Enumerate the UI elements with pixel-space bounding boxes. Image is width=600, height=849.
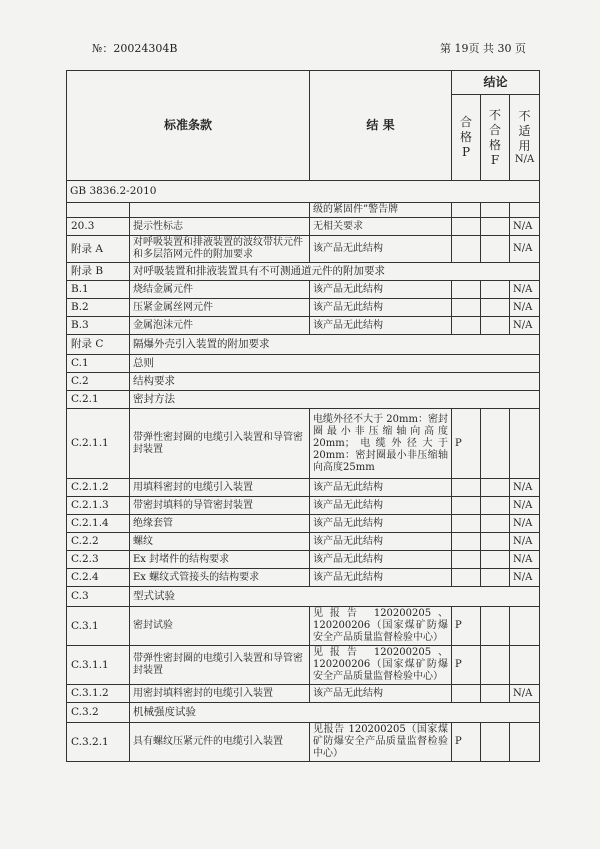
result-text: 该产品无此结构 [310, 685, 452, 703]
table-row [67, 263, 540, 281]
clause-title: 金属泡沫元件 [130, 317, 310, 335]
clause-number: C.3.1.1 [67, 646, 130, 685]
pass-mark [452, 551, 481, 569]
table-row [67, 551, 540, 569]
na-mark: N/A [510, 299, 540, 317]
na-mark: N/A [510, 685, 540, 703]
document-number: №：20024304B [92, 42, 178, 55]
table-row [67, 281, 540, 299]
clause-number: 附录 C [67, 335, 130, 355]
clause-title: 带弹性密封圈的电缆引入装置和导管密封装置 [130, 646, 310, 685]
clause-title: 结构要求 [130, 373, 540, 391]
table-row [67, 533, 540, 551]
pass-column-header: 合 格 P [452, 95, 481, 181]
table-row [67, 203, 540, 218]
clause-title: 绝缘套管 [130, 515, 310, 533]
pass-mark [452, 236, 481, 263]
result-header: 结 果 [310, 71, 452, 181]
na-mark [510, 203, 540, 218]
clause-title: 型式试验 [130, 587, 540, 607]
fail-mark [481, 533, 510, 551]
result-text: 该产品无此结构 [310, 551, 452, 569]
table-row [67, 587, 540, 607]
clause-title: 用填料密封的电缆引入装置 [130, 479, 310, 497]
table-row [67, 685, 540, 703]
pass-mark: P [452, 409, 481, 479]
table-row [67, 497, 540, 515]
result-text: 该产品无此结构 [310, 299, 452, 317]
clause-title: 带密封填料的导管密封装置 [130, 497, 310, 515]
table-row [67, 218, 540, 236]
pass-mark [452, 479, 481, 497]
inspection-table [66, 70, 540, 762]
clause-rows [67, 203, 540, 762]
result-text: 见报告 120200205、120200206（国家煤矿防爆安全产品质量监督检验中心） [310, 607, 452, 646]
clause-title: 密封方法 [130, 391, 540, 409]
result-text: 该产品无此结构 [310, 569, 452, 587]
clause-number: C.3 [67, 587, 130, 607]
fail-mark [481, 299, 510, 317]
fail-mark [481, 607, 510, 646]
clause-title: 隔爆外壳引入装置的附加要求 [130, 335, 540, 355]
na-mark: N/A [510, 533, 540, 551]
na-mark [510, 723, 540, 762]
clause-number: B.2 [67, 299, 130, 317]
clause-number: B.1 [67, 281, 130, 299]
clause-title: Ex 螺纹式管接头的结构要求 [130, 569, 310, 587]
result-text: 电缆外径不大于 20mm：密封圈最小非压缩轴向高度20mm；电缆外径大于 20mm：密封圈最小非压缩轴向高度25mm [310, 409, 452, 479]
fail-mark [481, 515, 510, 533]
fail-mark [481, 409, 510, 479]
pass-mark [452, 281, 481, 299]
clause-number: C.3.2.1 [67, 723, 130, 762]
clause-number: C.2.2 [67, 533, 130, 551]
result-text: 该产品无此结构 [310, 533, 452, 551]
table-row [67, 515, 540, 533]
table-row [67, 569, 540, 587]
fail-mark [481, 497, 510, 515]
clause-number: C.2.1.3 [67, 497, 130, 515]
clause-title: 带弹性密封圈的电缆引入装置和导管密封装置 [130, 409, 310, 479]
result-text: 该产品无此结构 [310, 497, 452, 515]
result-text: 级的紧固件”警告牌 [310, 203, 452, 218]
na-mark: N/A [510, 515, 540, 533]
clause-number: C.2.1.2 [67, 479, 130, 497]
clause-header: 标准条款 [67, 71, 310, 181]
clause-title: 机械强度试验 [130, 703, 540, 723]
clause-title: 烧结金属元件 [130, 281, 310, 299]
table-row [67, 335, 540, 355]
na-mark [510, 409, 540, 479]
pass-mark [452, 515, 481, 533]
fail-mark [481, 203, 510, 218]
result-text: 见报告 120200205（国家煤矿防爆安全产品质量监督检验中心） [310, 723, 452, 762]
na-mark: N/A [510, 317, 540, 335]
fail-mark [481, 236, 510, 263]
pass-mark [452, 317, 481, 335]
na-column-header: 不 适 用 N/A [510, 95, 540, 181]
pass-mark [452, 299, 481, 317]
clause-title: Ex 封堵件的结构要求 [130, 551, 310, 569]
table-row [67, 355, 540, 373]
table-row [67, 723, 540, 762]
result-text: 该产品无此结构 [310, 479, 452, 497]
conclusion-header: 结论 [452, 71, 540, 95]
clause-number: C.2.3 [67, 551, 130, 569]
clause-title: 提示性标志 [130, 218, 310, 236]
na-mark: N/A [510, 281, 540, 299]
pass-mark [452, 685, 481, 703]
table-row [67, 607, 540, 646]
table-row [67, 299, 540, 317]
pass-mark [452, 533, 481, 551]
clause-number [67, 203, 130, 218]
table-row [67, 479, 540, 497]
table-row [67, 236, 540, 263]
fail-column-header: 不 合 格 F [481, 95, 510, 181]
fail-mark [481, 723, 510, 762]
na-mark: N/A [510, 218, 540, 236]
clause-title: 总则 [130, 355, 540, 373]
clause-number: 附录 A [67, 236, 130, 263]
result-text: 见报告 120200205、120200206（国家煤矿防爆安全产品质量监督检验中心） [310, 646, 452, 685]
na-mark: N/A [510, 497, 540, 515]
clause-number: C.3.2 [67, 703, 130, 723]
result-text: 该产品无此结构 [310, 515, 452, 533]
table-row [67, 703, 540, 723]
clause-number: C.2 [67, 373, 130, 391]
clause-number: C.2.4 [67, 569, 130, 587]
clause-number: 20.3 [67, 218, 130, 236]
na-mark: N/A [510, 569, 540, 587]
pass-mark: P [452, 723, 481, 762]
fail-mark [481, 317, 510, 335]
pass-mark: P [452, 607, 481, 646]
pass-mark [452, 569, 481, 587]
fail-mark [481, 281, 510, 299]
pass-mark: P [452, 646, 481, 685]
result-text: 该产品无此结构 [310, 317, 452, 335]
clause-number: 附录 B [67, 263, 130, 281]
fail-mark [481, 479, 510, 497]
pass-mark [452, 203, 481, 218]
clause-title: 螺纹 [130, 533, 310, 551]
result-text: 该产品无此结构 [310, 281, 452, 299]
table-row [67, 317, 540, 335]
fail-mark [481, 685, 510, 703]
na-mark: N/A [510, 236, 540, 263]
clause-title: 具有螺纹压紧元件的电缆引入装置 [130, 723, 310, 762]
fail-mark [481, 646, 510, 685]
na-mark [510, 607, 540, 646]
table-row [67, 646, 540, 685]
clause-number: C.2.1.1 [67, 409, 130, 479]
clause-number: C.1 [67, 355, 130, 373]
page-indicator: 第 19页 共 30 页 [440, 42, 526, 55]
fail-mark [481, 218, 510, 236]
na-mark: N/A [510, 479, 540, 497]
clause-number: C.2.1.4 [67, 515, 130, 533]
clause-title: 对呼吸装置和排液装置具有不可测通道元件的附加要求 [130, 263, 540, 281]
na-mark [510, 646, 540, 685]
clause-title: 压紧金属丝网元件 [130, 299, 310, 317]
clause-number: C.3.1 [67, 607, 130, 646]
table-row [67, 391, 540, 409]
clause-title: 密封试验 [130, 607, 310, 646]
table-row [67, 409, 540, 479]
clause-title: 对呼吸装置和排液装置的波纹带状元件和多层箔网元件的附加要求 [130, 236, 310, 263]
clause-number: B.3 [67, 317, 130, 335]
na-mark: N/A [510, 551, 540, 569]
standard-row: GB 3836.2-2010 [67, 181, 540, 203]
result-text: 该产品无此结构 [310, 236, 452, 263]
pass-mark [452, 218, 481, 236]
table-row [67, 373, 540, 391]
clause-number: C.3.1.2 [67, 685, 130, 703]
result-text: 无相关要求 [310, 218, 452, 236]
clause-number: C.2.1 [67, 391, 130, 409]
clause-title: 用密封填料密封的电缆引入装置 [130, 685, 310, 703]
pass-mark [452, 497, 481, 515]
fail-mark [481, 569, 510, 587]
fail-mark [481, 551, 510, 569]
clause-title [130, 203, 310, 218]
